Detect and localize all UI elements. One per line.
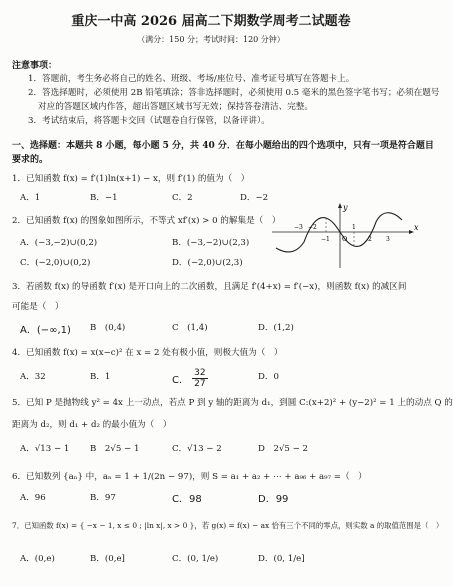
q5-option-a: A．√13 − 1 <box>20 444 70 454</box>
q2-option-c: C．(−2,0)∪(0,2) <box>20 258 91 268</box>
graph-y-label: y <box>343 203 348 212</box>
graph-origin: O <box>342 235 348 243</box>
q4-option-c-numerator: 32 <box>194 368 206 378</box>
q6-option-d: D．99 <box>258 494 289 505</box>
q6-option-b: B．97 <box>90 493 116 503</box>
section-heading: 一、选择题：本题共 8 小题，每小题 5 分，共 40 分．在每小题给出的四个选项中，只有一项是符合题目 <box>12 141 434 151</box>
notes-item-2-cont: 对应的答题区域内作答，超出答题区域书写无效；保持答卷清洁、完整。 <box>38 102 314 112</box>
notes-item-1: 1．答题前，考生务必将自己的姓名、班级、考场/座位号、准考证号填写在答题卡上。 <box>28 74 355 84</box>
q1-option-d: D．−2 <box>240 193 269 203</box>
graph-x-label: x <box>414 223 419 232</box>
exam-subtitle: （满分：150 分；考试时间：120 分钟） <box>137 35 285 44</box>
question-5-stem-cont: 距离为 d₂，则 d₁ + d₂ 的最小值为（ ） <box>12 420 172 430</box>
q6-option-c: C．98 <box>172 494 202 505</box>
notes-item-2: 2．答选择题时，必须使用 2B 铅笔填涂；答非选择题时，必须使用 0.5 毫米的黑色签字笔书写；必须在题号 <box>28 88 440 98</box>
q7-option-c: C．(0, 1/e) <box>172 554 219 564</box>
q3-option-b: B (0,4) <box>90 323 126 333</box>
q2-option-d: D．(−2,0)∪(2,3) <box>172 258 243 268</box>
q6-option-a: A．96 <box>20 493 46 503</box>
function-graph <box>268 200 418 270</box>
question-3-stem: 3．若函数 f(x) 的导函数 f′(x) 是开口向上的二次函数，且满足 f′(4+x) = f′(−x)，则函数 f(x) 的减区间 <box>12 282 407 292</box>
q5-option-c: C．√13 − 2 <box>172 444 222 454</box>
q2-option-a: A．(−3,−2)∪(0,2) <box>20 238 98 248</box>
question-1-stem: 1．已知函数 f(x) = f′(1)ln(x+1) − x，则 f′(1) 的值为（ ） <box>12 174 250 184</box>
exam-title: 重庆一中高 2026 届高二下期数学周考二试题卷 <box>71 14 351 29</box>
q1-option-b: B．−1 <box>90 193 118 203</box>
notes-heading: 注意事项： <box>12 61 58 71</box>
question-2-stem: 2．已知函数 f(x) 的图象如图所示，不等式 xf′(x) > 0 的解集是（ ） <box>12 216 281 226</box>
q3-option-a: A．(−∞,1) <box>20 325 71 336</box>
q5-option-d: D 2√5 − 2 <box>258 444 309 454</box>
q4-option-c <box>172 368 208 389</box>
q4-option-d: D．0 <box>258 372 279 382</box>
q4-option-c-label: C． <box>172 375 189 386</box>
graph-tick-neg1: −1 <box>321 236 330 243</box>
question-7-stem: 7．已知函数 f(x) = { −x − 1, x ≤ 0 ; |ln x|, x > 0 }，若 g(x) = f(x) − ax 恰有三个不同的零点，则实数 a 的取值范围是（ ） <box>12 521 444 530</box>
q3-option-d: D．(1,2) <box>258 323 294 333</box>
q7-option-b: B．(0,e] <box>90 554 125 564</box>
q4-option-c-denominator: 27 <box>194 379 206 389</box>
q4-option-b: B．1 <box>90 372 111 382</box>
q1-option-a: A．1 <box>20 193 41 203</box>
q7-option-d: D．(0, 1/e] <box>258 554 305 564</box>
graph-tick-1: 1 <box>352 224 356 231</box>
graph-tick-neg2: −2 <box>308 224 317 231</box>
graph-tick-neg3: −3 <box>294 224 303 231</box>
section-heading-cont: 要求的。 <box>12 155 49 165</box>
q3-option-c: C (1,4) <box>172 323 208 333</box>
question-6-stem: 6．已知数列 {aₙ} 中，aₙ = 1 + 1/(2n − 97)，则 S = a₁ + a₂ + ⋯ + a₉₆ + a₉₇ =（ ） <box>12 472 367 482</box>
notes-item-3: 3．考试结束后，将答题卡交回（试题卷自行保管，以备评讲）。 <box>28 116 270 126</box>
question-4-stem: 4．已知函数 f(x) = x(x−c)² 在 x = 2 处有极小值，则极大值为（ ） <box>12 348 283 358</box>
question-5-stem: 5．已知 P 是抛物线 y² = 4x 上一动点，若点 P 到 y 轴的距离为 d₁，到圆 C:(x+2)² + (y−2)² = 1 上的动点 Q 的 <box>12 398 453 408</box>
q4-option-a: A．32 <box>20 372 46 382</box>
question-3-stem-cont: 可能是（ ） <box>12 302 64 312</box>
q5-option-b: B 2√5 − 1 <box>90 444 140 454</box>
q2-option-b: B．(−3,−2)∪(2,3) <box>172 238 250 248</box>
graph-tick-2: 2 <box>368 236 372 243</box>
graph-tick-3: 3 <box>386 236 390 243</box>
q7-option-a: A．(0,e) <box>20 554 55 564</box>
q1-option-c: C．2 <box>172 193 193 203</box>
